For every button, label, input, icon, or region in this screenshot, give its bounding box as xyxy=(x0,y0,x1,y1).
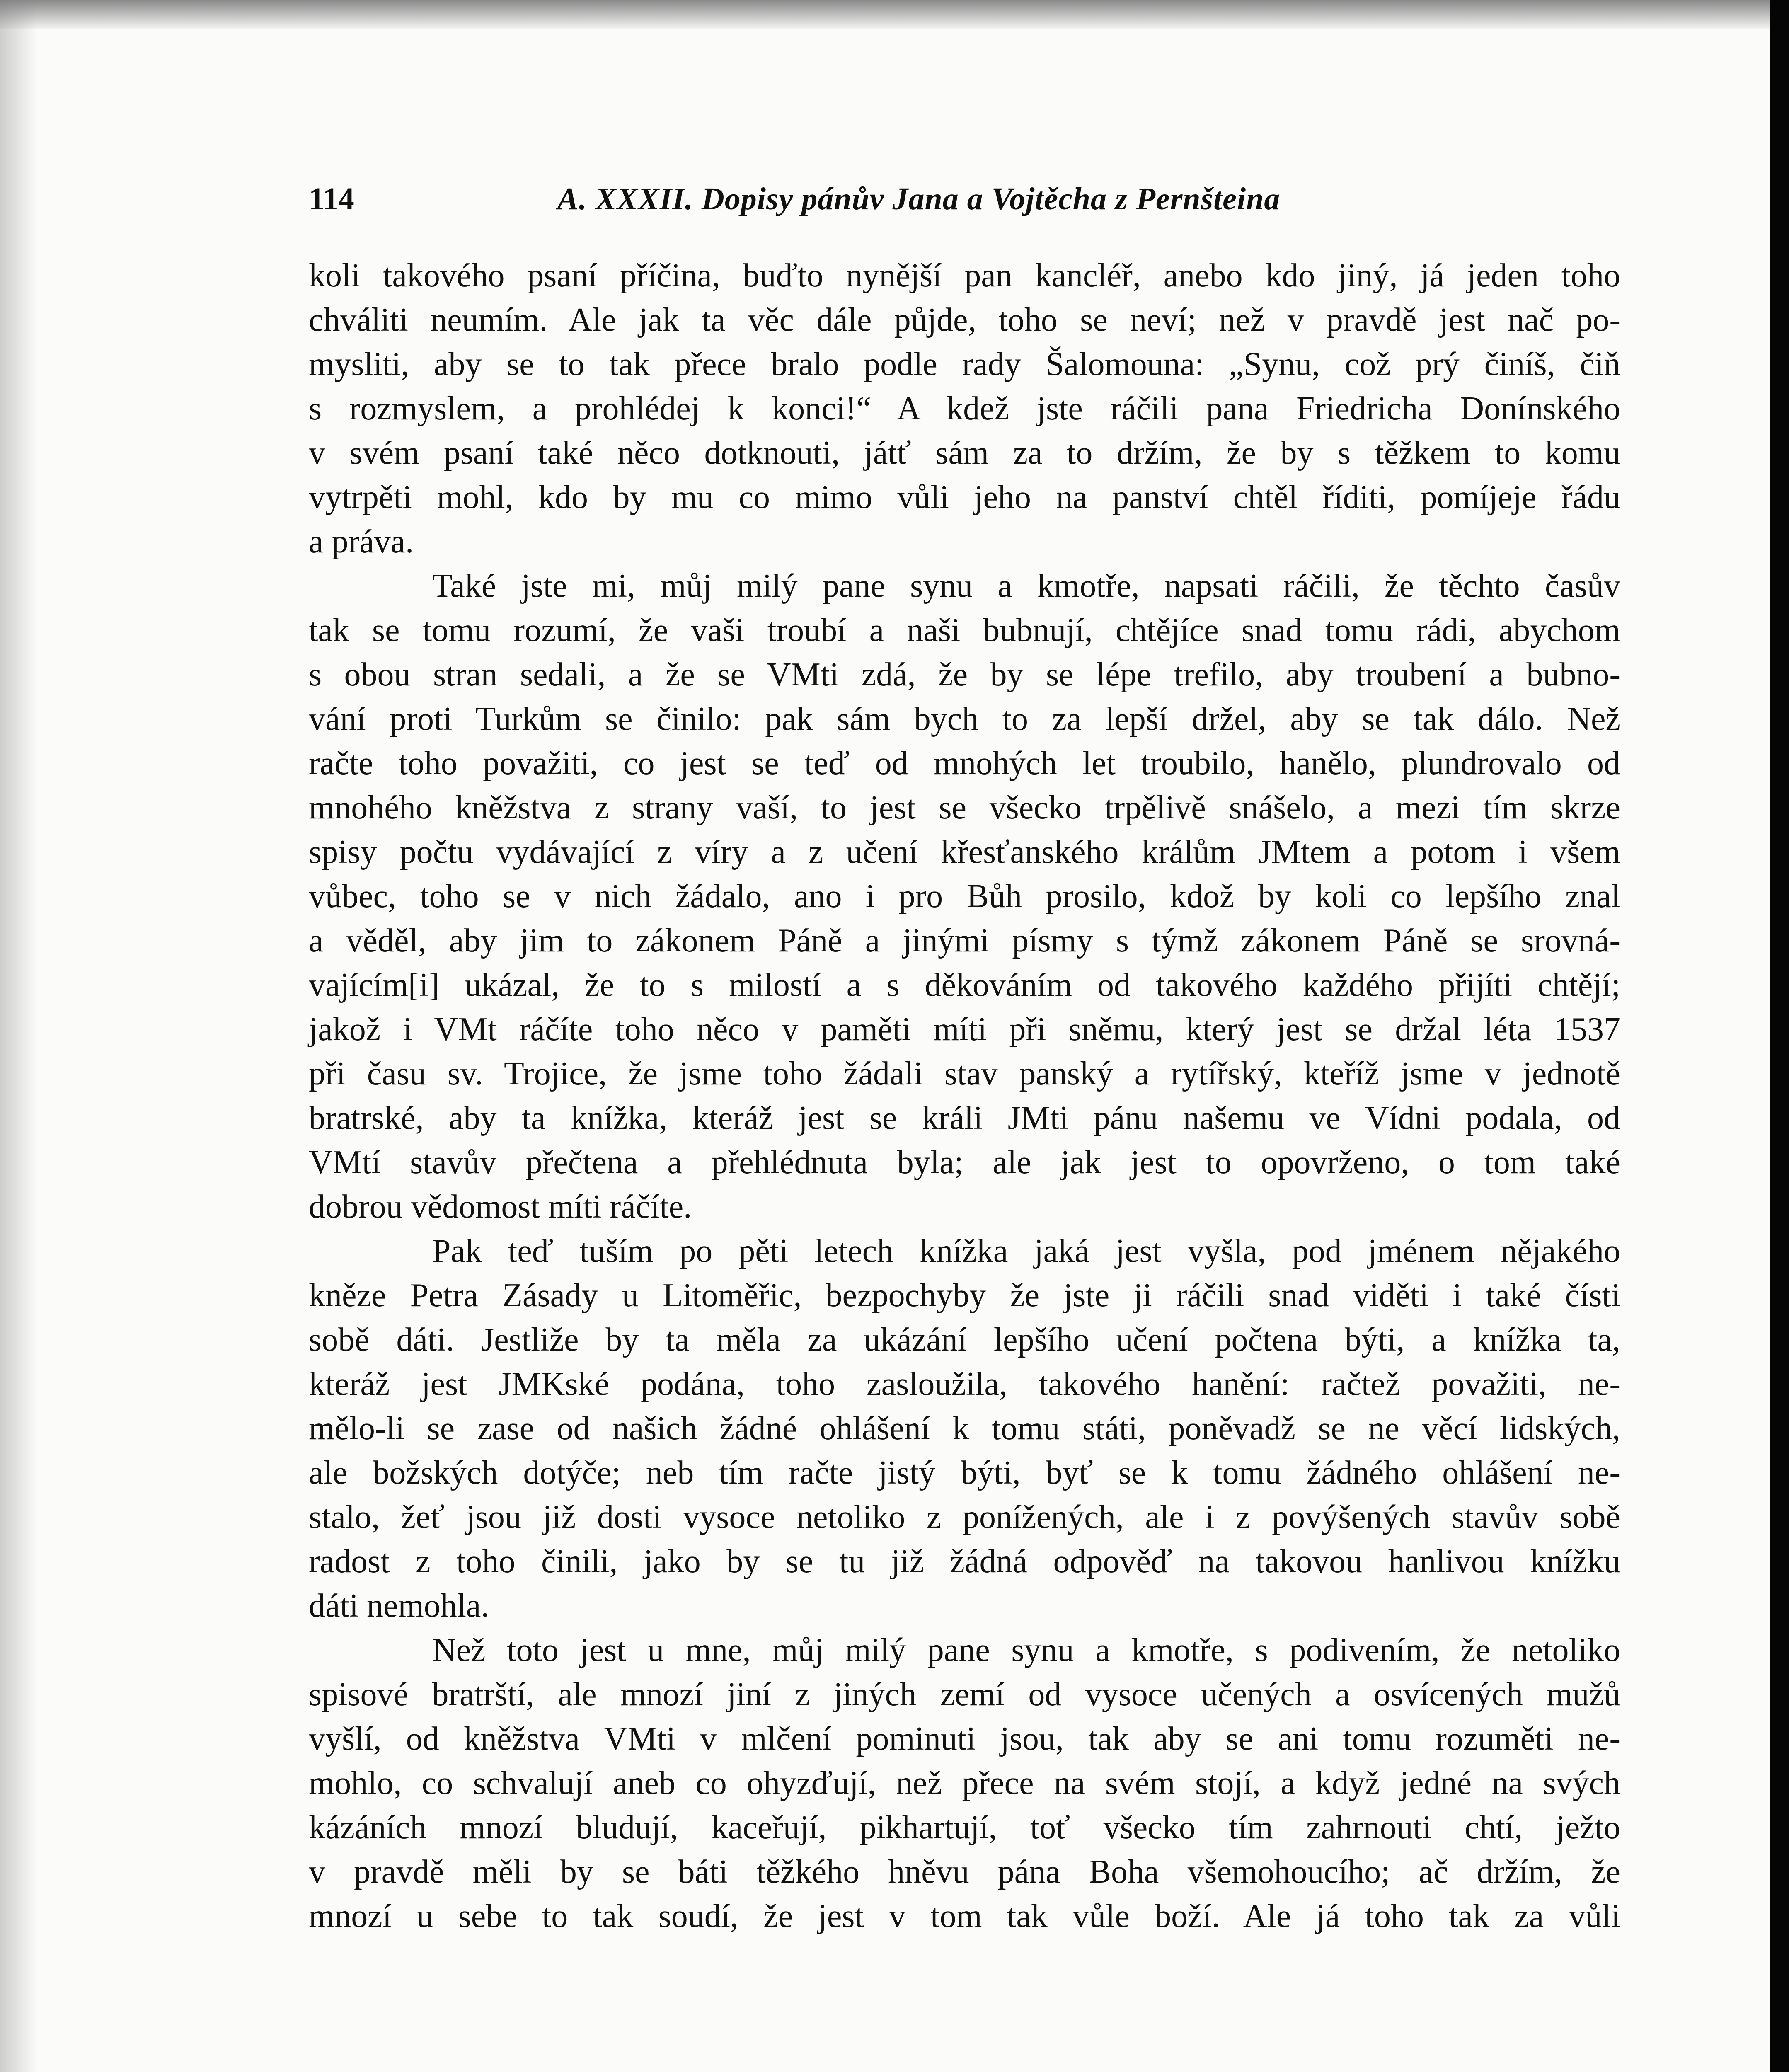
text-line: spisové bratrští, ale mnozí jiní z jiných zemí od vysoce učených a osvícených mužů xyxy=(309,1676,1620,1713)
text-line: dobrou vědomost míti ráčíte. xyxy=(309,1188,692,1225)
text-line: Pak teď tuším po pěti letech knížka jaká jest vyšla, pod jménem nějakého xyxy=(432,1233,1620,1269)
text-line: sobě dáti. Jestliže by ta měla za ukázání lepšího učení počtena býti, a knížka ta, xyxy=(309,1322,1620,1358)
text-line: kázáních mnozí bludují, kaceřují, pikhartují, toť všecko tím zahrnouti chtí, ježto xyxy=(309,1809,1620,1846)
text-line: spisy počtu vydávající z víry a z učení křesťanského králům JMtem a potom i všem xyxy=(309,834,1620,870)
text-line: při času sv. Trojice, že jsme toho žádali stav panský a rytířský, kteříž jsme v jednotě xyxy=(309,1055,1620,1092)
text-line: mělo-li se zase od našich žádné ohlášení k tomu státi, poněvadž se ne věcí lidských, xyxy=(309,1410,1620,1447)
text-line: vání proti Turkům se činilo: pak sám bych to za lepší držel, aby se tak dálo. Než xyxy=(309,701,1620,737)
running-header xyxy=(309,176,1618,222)
text-line: račte toho považiti, co jest se teď od mnohých let troubilo, hanělo, plundrovalo od xyxy=(309,745,1620,782)
text-line: mnozí u sebe to tak soudí, že jest v tom tak vůle boží. Ale já toho tak za vůli xyxy=(309,1898,1620,1934)
text-line: vajícím[i] ukázal, že to s milostí a s děkováním od takového každého přijíti chtějí; xyxy=(309,967,1620,1003)
text-line: chváliti neumím. Ale jak ta věc dále půjde, toho se neví; než v pravdě jest nač po- xyxy=(309,302,1620,338)
text-line: v svém psaní také něco dotknouti, játť sám za to držím, že by s těžkem to komu xyxy=(309,435,1620,471)
text-line: v pravdě měli by se báti těžkého hněvu pána Boha všemohoucího; ač držím, že xyxy=(309,1854,1620,1890)
text-line: Než toto jest u mne, můj milý pane synu a kmotře, s podivením, že netoliko xyxy=(432,1632,1620,1668)
body-text xyxy=(309,254,1620,1939)
text-line: tak se tomu rozumí, že vaši troubí a naši bubnují, chtějíce snad tomu rádi, abychom xyxy=(309,612,1620,649)
text-line: ale božských dotýče; neb tím račte jistý býti, byť se k tomu žádného ohlášení ne- xyxy=(309,1455,1620,1491)
text-line: stalo, žeť jsou již dosti vysoce netoliko z ponížených, ale i z povýšených stavův sobě xyxy=(309,1499,1620,1535)
text-line: koli takového psaní příčina, buďto nynější pan kancléř, anebo kdo jiný, já jeden toho xyxy=(309,257,1620,294)
scan-border-right xyxy=(1770,0,1789,2072)
text-line: a práva. xyxy=(309,523,414,560)
running-title: A. XXXII. Dopisy pánův Jana a Vojtěcha z Pernšteina xyxy=(557,182,1281,216)
text-line: vytrpěti mohl, kdo by mu co mimo vůli jeho na panství chtěl říditi, pomíjeje řádu xyxy=(309,479,1620,516)
text-line: s rozmyslem, a prohlédej k konci!“ A kdež jste ráčili pana Friedricha Donínského xyxy=(309,390,1620,427)
text-line: kněze Petra Zásady u Litoměřic, bezpochyby že jste ji ráčili snad viděti i také čísti xyxy=(309,1277,1620,1314)
text-line: a věděl, aby jim to zákonem Páně a jinými písmy s týmž zákonem Páně se srovná- xyxy=(309,922,1620,959)
text-line: jakož i VMt ráčíte toho něco v paměti míti při sněmu, který jest se držal léta 1537 xyxy=(309,1011,1620,1048)
text-line: bratrské, aby ta knížka, kteráž jest se králi JMti pánu našemu ve Vídni podala, od xyxy=(309,1100,1620,1136)
scan-shadow-top xyxy=(0,0,1770,29)
scan-shadow-left xyxy=(0,0,37,2072)
text-line: vyšlí, od kněžstva VMti v mlčení pominuti jsou, tak aby se ani tomu rozuměti ne- xyxy=(309,1721,1620,1757)
text-line: Také jste mi, můj milý pane synu a kmotře, napsati ráčili, že těchto časův xyxy=(432,568,1620,604)
text-line: vůbec, toho se v nich žádalo, ano i pro Bůh prosilo, kdož by koli co lepšího znal xyxy=(309,878,1620,915)
text-line: s obou stran sedali, a že se VMti zdá, že by se lépe trefilo, aby troubení a bubno- xyxy=(309,656,1620,693)
text-line: mohlo, co schvalují aneb co ohyzďují, než přece na svém stojí, a když jedné na svých xyxy=(309,1765,1620,1801)
text-line: dáti nemohla. xyxy=(309,1588,489,1624)
text-line: mysliti, aby se to tak přece bralo podle rady Šalomouna: „Synu, což prý činíš, čiň xyxy=(309,346,1620,382)
text-line: kteráž jest JMKské podána, toho zasloužila, takového hanění: račtež považiti, ne- xyxy=(309,1366,1620,1402)
text-line: mnohého kněžstva z strany vaší, to jest se všecko trpělivě snášelo, a mezi tím skrze xyxy=(309,789,1620,826)
text-line: VMtí stavův přečtena a přehlédnuta byla; ale jak jest to opovrženo, o tom také xyxy=(309,1144,1620,1181)
text-line: radost z toho činili, jako by se tu již žádná odpověď na takovou hanlivou knížku xyxy=(309,1543,1620,1580)
page-number: 114 xyxy=(309,182,354,216)
